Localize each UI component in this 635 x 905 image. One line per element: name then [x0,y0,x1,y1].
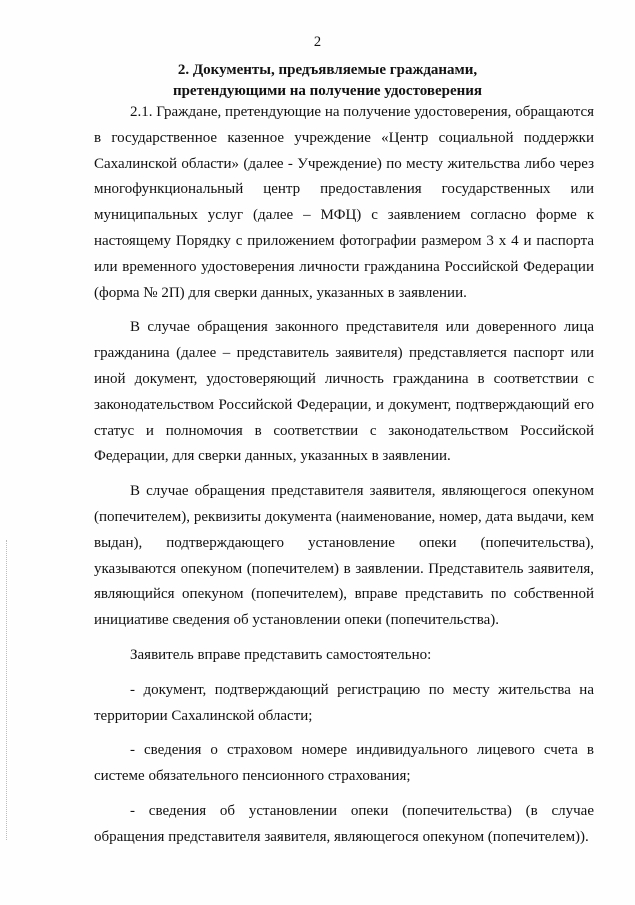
section-title-line-2: претендующими на получение удостоверения [172,83,483,99]
paragraph-applicant-rights: Заявитель вправе представить самостоятельно: [130,646,432,663]
section-heading [60,60,595,102]
paragraph-2-1: 2.1. Граждане, претендующие на получение удостоверения, обращаются в государственное казенное учреждение «Центр социальной поддержки Сахалинской области» (далее - Учреждение) по месту жительства либо через многофункциональный центр предоставления государственных или муниципальных услуг (далее – МФЦ) с заявлением согласно форме к настоящему Порядку с приложением фотографии размером 3 х 4 и паспорта или временного удостоверения личности гражданина Российской Федерации (форма № 2П) для сверки данных, указанных в заявлении. [94,104,594,301]
section-title-line-1: 2. Документы, предъявляемые гражданами, [177,62,478,78]
scan-edge-marks [6,540,9,840]
paragraph-guardian: В случае обращения представителя заявителя, являющегося опекуном (попечителем), реквизиты документа (наименование, номер, дата выдачи, кем выдан), подтверждающего установление опеки (попечительства), указываются опекуном (попечителем) в заявлении. Представитель заявителя, являющийся опекуном (попечителем), вправе представить по собственной инициативе сведения об установлении опеки (попечительства). [94,483,594,629]
page-number: 2 [313,34,322,50]
list-item-guardianship: - сведения об установлении опеки (попечительства) (в случае обращения представителя заявителя, являющегося опекуном (попечителем)). [94,802,594,845]
document-body [94,100,594,851]
list-item-registration: - документ, подтверждающий регистрацию по месту жительства на территории Сахалинской области; [94,681,594,724]
list-item-snils: - сведения о страховом номере индивидуального лицевого счета в системе обязательного пенсионного страхования; [94,742,594,785]
paragraph-representative: В случае обращения законного представителя или доверенного лица гражданина (далее – представитель заявителя) представляется паспорт или иной документ, удостоверяющий личность гражданина в соответствии с законодательством Российской Федерации, и документ, подтверждающий его статус и полномочия в соответствии с законодательством Российской Федерации, для сверки данных, указанных в заявлении. [94,319,594,465]
